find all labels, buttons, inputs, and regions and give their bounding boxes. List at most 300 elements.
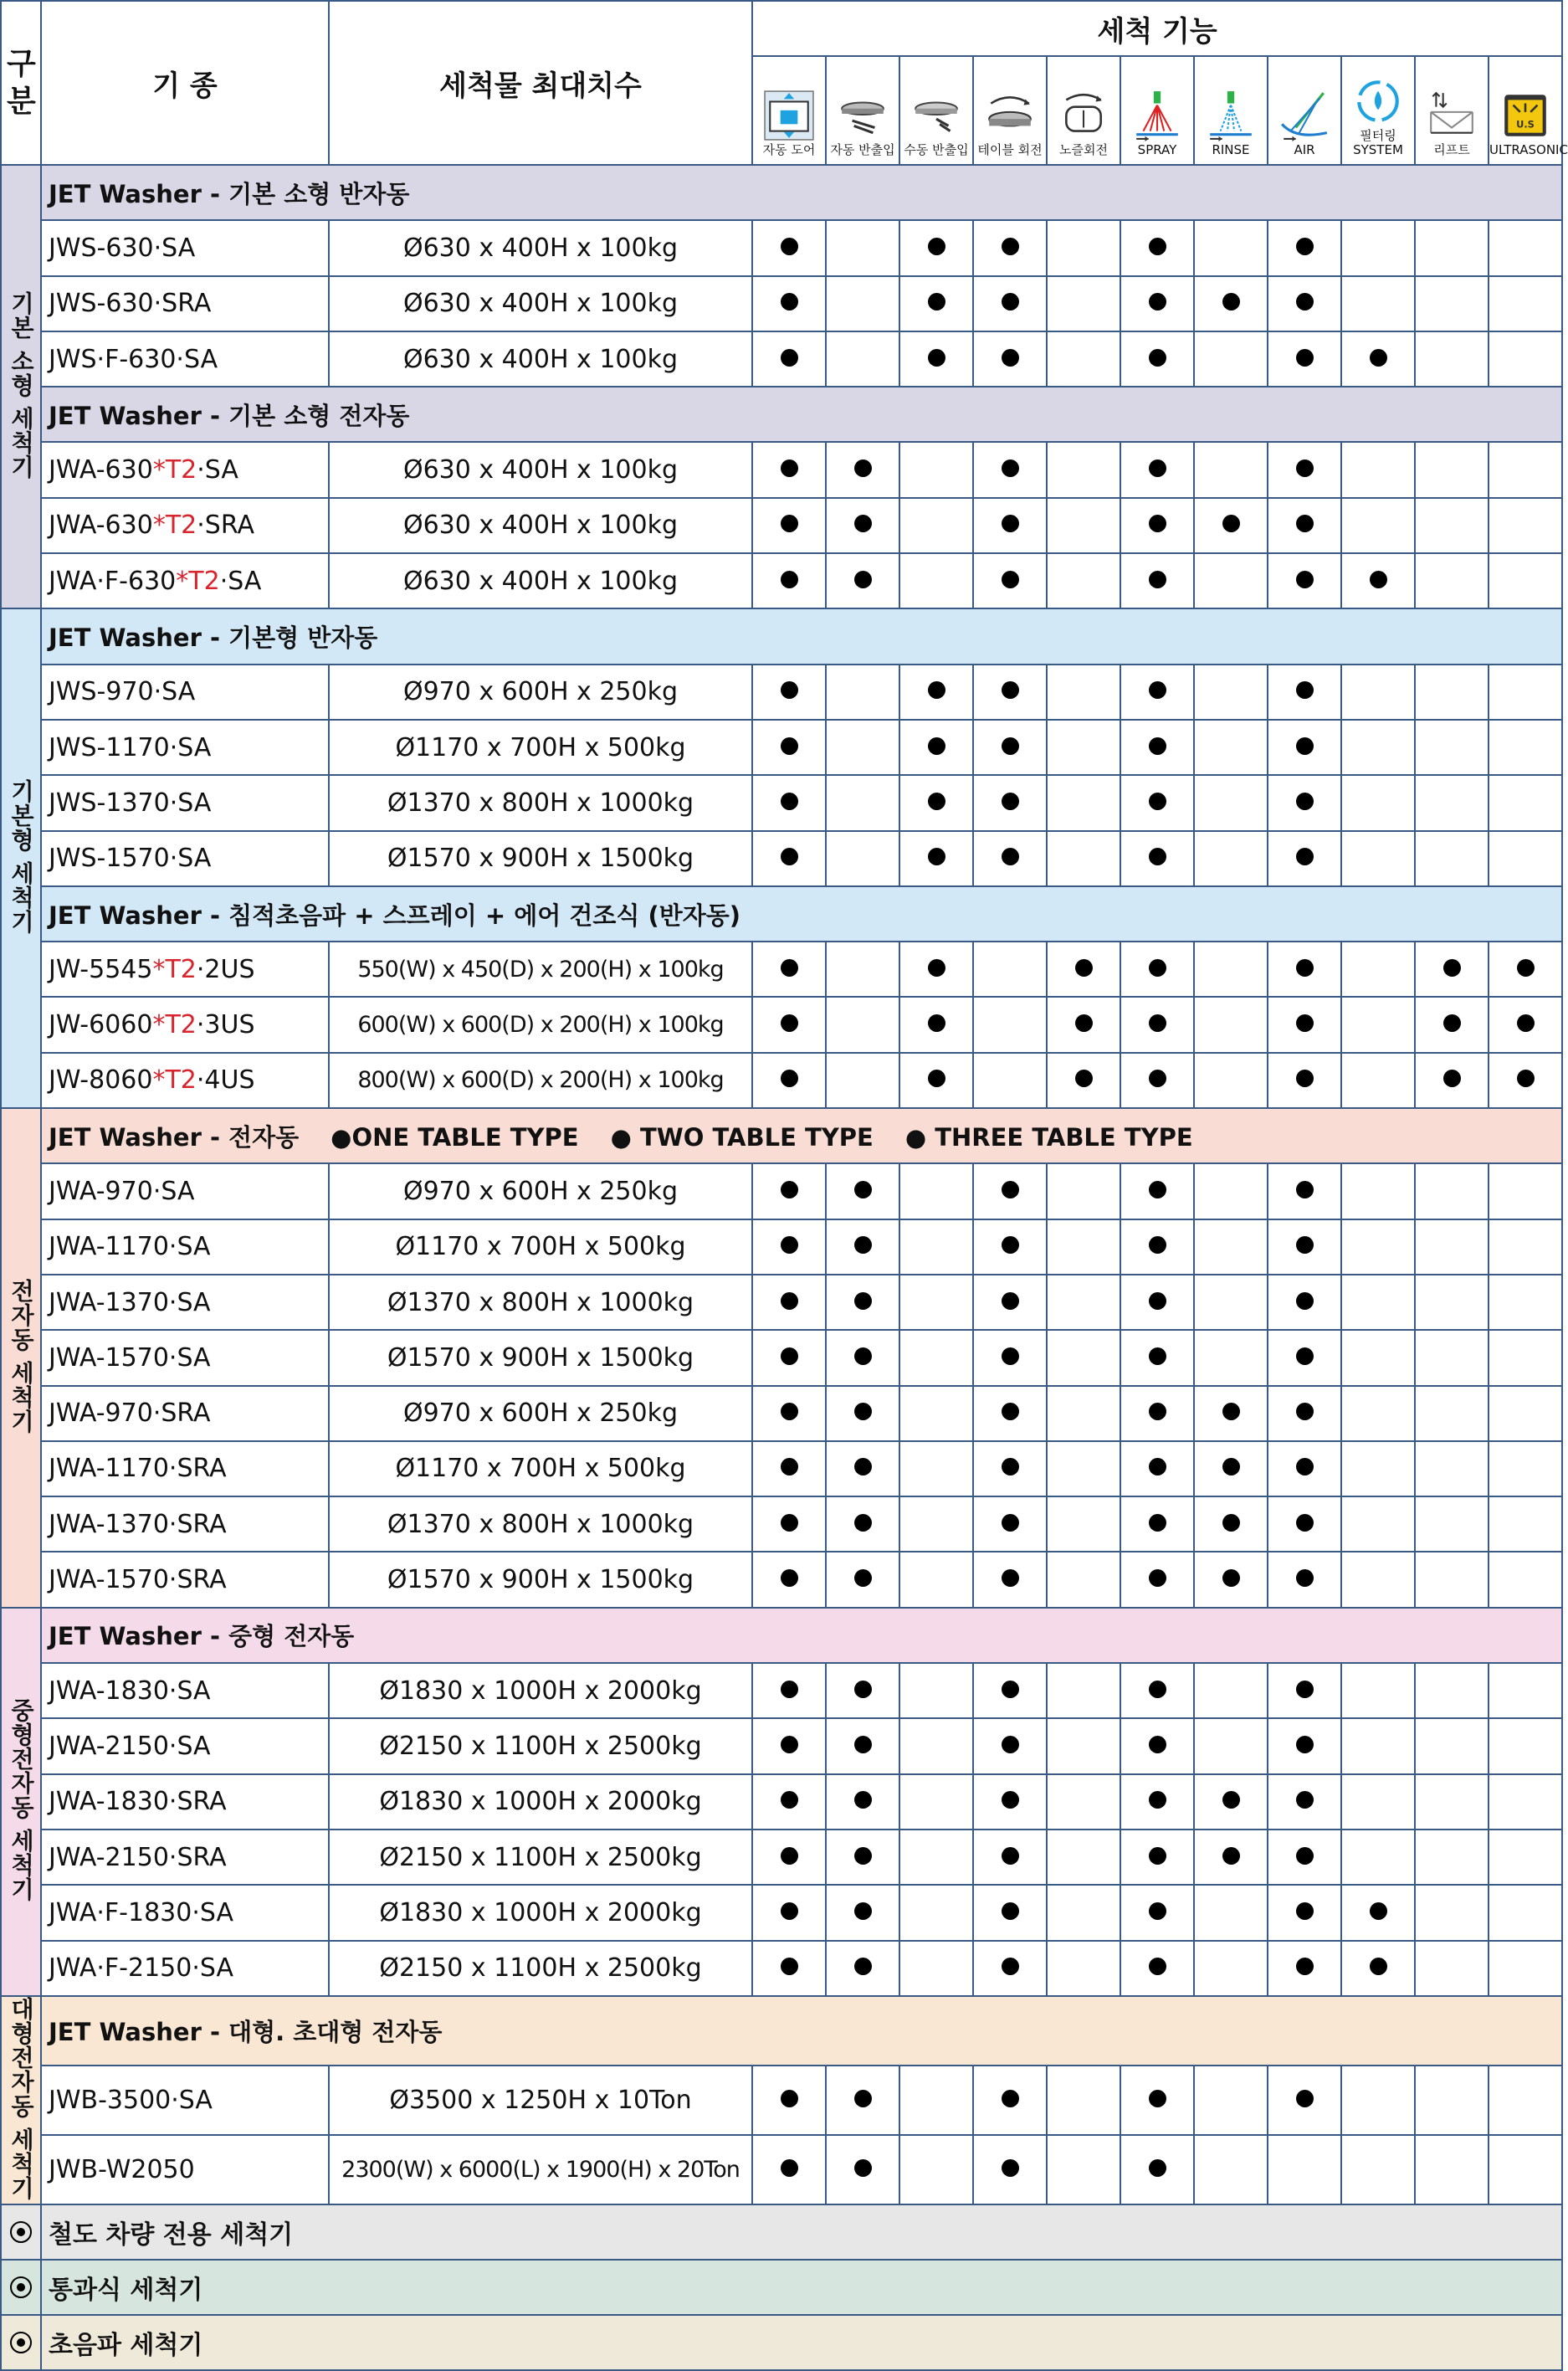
- model-cell: [41, 498, 329, 553]
- model-name-part: JWB-3500·SA: [49, 2085, 213, 2115]
- feature-dot: [1002, 349, 1019, 367]
- feature-cell-air: [1268, 2066, 1341, 2135]
- feature-dot: [1222, 293, 1240, 310]
- feature-cell-rinse: [1194, 553, 1268, 608]
- feature-cell-ultrasonic: [1489, 942, 1562, 997]
- feature-dot: [1296, 1347, 1314, 1365]
- feature-cell-리프트: [1415, 442, 1489, 497]
- feature-cell-spray: [1120, 665, 1194, 720]
- feature-cell-리프트: [1415, 1774, 1489, 1830]
- feature-dot: [1075, 959, 1093, 977]
- feature-cell-rinse: [1194, 276, 1268, 331]
- table-row: [1, 1496, 1562, 1552]
- table-row: [1, 1941, 1562, 1996]
- header-size: 세척물 최대치수: [329, 1, 752, 165]
- table-row: [1, 2135, 1562, 2204]
- feature-cell-리프트: [1415, 1496, 1489, 1552]
- model-cell: [41, 997, 329, 1052]
- model-name-part: JWA-1830·SA: [49, 1676, 211, 1706]
- feature-cell-노즐회전: [1047, 1275, 1120, 1330]
- feature-cell-air: [1268, 1830, 1341, 1885]
- feature-cell-rinse: [1194, 1386, 1268, 1441]
- model-name-part: ·2US: [196, 954, 255, 984]
- feature-dot: [1296, 1236, 1314, 1254]
- feature-dot: [854, 1403, 872, 1420]
- feature-cell-자동-반출입: [826, 1663, 899, 1718]
- feature-cell-테이블-회전: [973, 1552, 1047, 1607]
- feature-cell-ultrasonic: [1489, 1330, 1562, 1385]
- feature-cell-수동-반출입: [899, 498, 973, 553]
- feature-cell-자동-도어: [752, 1163, 826, 1219]
- feature-cell-수동-반출입: [899, 1830, 973, 1885]
- size-cell: Ø630 x 400H x 100kg: [329, 276, 752, 331]
- feature-cell-자동-도어: [752, 942, 826, 997]
- model-name-part: JWA-2150·SRA: [49, 1842, 227, 1872]
- feature-cell-air: [1268, 220, 1341, 275]
- feature-cell-air: [1268, 442, 1341, 497]
- feature-dot: [1002, 1181, 1019, 1198]
- feature-cell-자동-반출입: [826, 2066, 899, 2135]
- feature-cell-테이블-회전: [973, 220, 1047, 275]
- feature-cell-필터링-system: [1341, 1718, 1415, 1773]
- feature-dot: [854, 1847, 872, 1865]
- feature-cell-air: [1268, 2135, 1341, 2204]
- feature-dot: [1002, 737, 1019, 755]
- feature-cell-ultrasonic: [1489, 331, 1562, 387]
- category-label: 대형전자동 세척기: [8, 1996, 35, 2200]
- table-row: [1, 2066, 1562, 2135]
- feature-dot: [1149, 1681, 1166, 1698]
- feature-dot: [1002, 1458, 1019, 1475]
- feature-cell-자동-도어: [752, 997, 826, 1052]
- model-name-part: JWA-1830·SRA: [49, 1787, 227, 1817]
- feature-header-1: [826, 56, 899, 165]
- feature-label: 리프트: [1433, 142, 1470, 157]
- feature-cell-노즐회전: [1047, 831, 1120, 886]
- feature-cell-air: [1268, 831, 1341, 886]
- feature-cell-spray: [1120, 1885, 1194, 1940]
- feature-dot: [928, 959, 945, 977]
- model-cell: [41, 1275, 329, 1330]
- feature-dot: [1075, 1014, 1093, 1032]
- table-row: [1, 720, 1562, 775]
- table-row: [1, 1219, 1562, 1275]
- feature-cell-ultrasonic: [1489, 442, 1562, 497]
- feature-cell-air: [1268, 997, 1341, 1052]
- feature-header-9: [1415, 56, 1489, 165]
- feature-dot: [928, 848, 945, 865]
- feature-dot: [1222, 1514, 1240, 1532]
- feature-cell-ultrasonic: [1489, 1386, 1562, 1441]
- feature-cell-자동-반출입: [826, 1275, 899, 1330]
- feature-cell-수동-반출입: [899, 442, 973, 497]
- feature-dot: [1002, 459, 1019, 477]
- feature-dot: [781, 459, 798, 477]
- feature-dot: [1002, 1791, 1019, 1809]
- feature-dot: [1002, 1736, 1019, 1753]
- feature-cell-spray: [1120, 498, 1194, 553]
- feature-dot: [1149, 349, 1166, 367]
- feature-cell-ultrasonic: [1489, 553, 1562, 608]
- feature-cell-노즐회전: [1047, 775, 1120, 830]
- feature-cell-rinse: [1194, 1663, 1268, 1718]
- feature-cell-자동-도어: [752, 1663, 826, 1718]
- feature-cell-수동-반출입: [899, 775, 973, 830]
- feature-cell-spray: [1120, 1941, 1194, 1996]
- feature-cell-rinse: [1194, 1718, 1268, 1773]
- feature-cell-spray: [1120, 1552, 1194, 1607]
- feature-cell-필터링-system: [1341, 1885, 1415, 1940]
- feature-cell-spray: [1120, 276, 1194, 331]
- feature-cell-spray: [1120, 553, 1194, 608]
- feature-cell-자동-도어: [752, 1386, 826, 1441]
- header-gubun-label: 구 분: [7, 47, 36, 119]
- feature-cell-rinse: [1194, 1885, 1268, 1940]
- feature-cell-자동-반출입: [826, 1830, 899, 1885]
- feature-cell-air: [1268, 1496, 1341, 1552]
- feature-cell-ultrasonic: [1489, 1552, 1562, 1607]
- nozzle-rotate-icon: [1048, 90, 1120, 141]
- feature-cell-air: [1268, 1552, 1341, 1607]
- feature-dot: [781, 1181, 798, 1198]
- feature-cell-air: [1268, 665, 1341, 720]
- size-cell: Ø630 x 400H x 100kg: [329, 442, 752, 497]
- feature-cell-테이블-회전: [973, 942, 1047, 997]
- feature-cell-수동-반출입: [899, 1053, 973, 1108]
- feature-dot: [928, 681, 945, 699]
- feature-cell-테이블-회전: [973, 1941, 1047, 1996]
- feature-cell-리프트: [1415, 1163, 1489, 1219]
- feature-cell-rinse: [1194, 775, 1268, 830]
- feature-dot: [854, 1347, 872, 1365]
- feature-cell-필터링-system: [1341, 831, 1415, 886]
- lift-icon: [1416, 90, 1488, 141]
- category-label: 전자동 세척기: [8, 1279, 35, 1434]
- section-row: [1, 1996, 1562, 2066]
- feature-dot: [1370, 571, 1387, 588]
- model-name-part: ·SA: [197, 455, 238, 485]
- section-header: [41, 165, 1562, 220]
- feature-cell-자동-도어: [752, 1885, 826, 1940]
- feature-dot: [781, 1791, 798, 1809]
- header-row-top: [1, 1, 1562, 56]
- table-row: [1, 442, 1562, 497]
- feature-cell-노즐회전: [1047, 1663, 1120, 1718]
- feature-cell-spray: [1120, 331, 1194, 387]
- table-row: [1, 331, 1562, 387]
- feature-cell-spray: [1120, 775, 1194, 830]
- feature-dot: [1149, 848, 1166, 865]
- feature-cell-자동-도어: [752, 1718, 826, 1773]
- feature-dot: [1149, 1514, 1166, 1532]
- feature-dot: [781, 1070, 798, 1087]
- model-name-part: JWA-970·SA: [49, 1176, 195, 1206]
- feature-dot: [1002, 793, 1019, 810]
- footer-row: [1, 2260, 1562, 2315]
- feature-dot: [1149, 571, 1166, 588]
- feature-dot: [1149, 1791, 1166, 1809]
- table-row: [1, 1774, 1562, 1830]
- table-row: [1, 553, 1562, 608]
- model-name-part: JWS-1570·SA: [49, 844, 212, 874]
- feature-cell-자동-반출입: [826, 498, 899, 553]
- feature-cell-수동-반출입: [899, 1496, 973, 1552]
- feature-label: ULTRASONIC: [1489, 142, 1568, 157]
- feature-cell-자동-반출입: [826, 942, 899, 997]
- category-cell: [1, 1608, 41, 1996]
- model-cell: [41, 1552, 329, 1607]
- feature-label: AIR: [1294, 142, 1315, 157]
- feature-cell-자동-반출입: [826, 1718, 899, 1773]
- feature-dot: [781, 1403, 798, 1420]
- size-cell: Ø1830 x 1000H x 2000kg: [329, 1774, 752, 1830]
- feature-dot: [1222, 1403, 1240, 1420]
- section-title: JET Washer - 기본 소형 반자동: [49, 179, 410, 208]
- feature-cell-테이블-회전: [973, 1885, 1047, 1940]
- category-cell: [1, 1996, 41, 2204]
- feature-cell-자동-도어: [752, 1441, 826, 1496]
- feature-dot: [1002, 238, 1019, 255]
- feature-dot: [854, 1569, 872, 1587]
- header-model: 기 종: [41, 1, 329, 165]
- feature-cell-rinse: [1194, 442, 1268, 497]
- feature-dot: [1002, 1347, 1019, 1365]
- feature-dot: [781, 2090, 798, 2107]
- feature-cell-ultrasonic: [1489, 1663, 1562, 1718]
- model-name-part: JWA·F-630: [49, 566, 177, 596]
- feature-dot: [928, 349, 945, 367]
- feature-header-5: [1120, 56, 1194, 165]
- feature-dot: [1149, 959, 1166, 977]
- model-table-suffix: *T2: [152, 455, 197, 485]
- feature-dot: [1296, 1847, 1314, 1865]
- feature-cell-노즐회전: [1047, 498, 1120, 553]
- model-cell: [41, 1718, 329, 1773]
- feature-cell-필터링-system: [1341, 1053, 1415, 1108]
- feature-dot: [928, 1014, 945, 1032]
- feature-dot: [1443, 1014, 1461, 1032]
- feature-cell-테이블-회전: [973, 1219, 1047, 1275]
- size-cell: Ø1830 x 1000H x 2000kg: [329, 1885, 752, 1940]
- feature-cell-리프트: [1415, 665, 1489, 720]
- feature-cell-자동-도어: [752, 831, 826, 886]
- feature-cell-자동-도어: [752, 553, 826, 608]
- feature-cell-자동-반출입: [826, 553, 899, 608]
- feature-header-10: [1489, 56, 1568, 165]
- feature-dot: [1296, 571, 1314, 588]
- feature-cell-air: [1268, 331, 1341, 387]
- feature-dot: [1002, 1236, 1019, 1254]
- feature-cell-수동-반출입: [899, 220, 973, 275]
- section-title: JET Washer - 중형 전자동: [49, 1622, 355, 1651]
- feature-cell-필터링-system: [1341, 331, 1415, 387]
- feature-dot: [1149, 737, 1166, 755]
- feature-cell-ultrasonic: [1489, 220, 1562, 275]
- feature-cell-필터링-system: [1341, 1941, 1415, 1996]
- feature-dot: [1296, 1736, 1314, 1753]
- feature-cell-수동-반출입: [899, 997, 973, 1052]
- model-name-part: JWA·F-1830·SA: [49, 1897, 234, 1927]
- model-name-part: JWB-W2050: [49, 2154, 195, 2184]
- feature-cell-자동-도어: [752, 2135, 826, 2204]
- feature-dot: [1296, 737, 1314, 755]
- feature-dot: [781, 1458, 798, 1475]
- feature-dot: [854, 1958, 872, 1975]
- feature-cell-spray: [1120, 1663, 1194, 1718]
- feature-dot: [781, 1847, 798, 1865]
- table-row: [1, 276, 1562, 331]
- feature-cell-자동-반출입: [826, 1885, 899, 1940]
- model-name-part: JWS-630·SA: [49, 233, 196, 263]
- manual-load-icon: [900, 90, 972, 141]
- model-name-part: ·3US: [196, 1010, 255, 1040]
- feature-dot: [781, 349, 798, 367]
- feature-cell-테이블-회전: [973, 831, 1047, 886]
- feature-cell-spray: [1120, 1718, 1194, 1773]
- feature-dot: [1296, 959, 1314, 977]
- feature-cell-spray: [1120, 720, 1194, 775]
- feature-cell-자동-반출입: [826, 1441, 899, 1496]
- feature-cell-리프트: [1415, 1941, 1489, 1996]
- feature-cell-spray: [1120, 1275, 1194, 1330]
- feature-dot: [1002, 2090, 1019, 2107]
- feature-dot: [854, 459, 872, 477]
- feature-dot: [781, 293, 798, 310]
- table-row: [1, 942, 1562, 997]
- section-row: [1, 387, 1562, 442]
- feature-label: 자동 도어: [762, 142, 816, 157]
- feature-dot: [1296, 459, 1314, 477]
- feature-cell-노즐회전: [1047, 1496, 1120, 1552]
- ultrasonic-icon: [1489, 90, 1561, 141]
- feature-cell-필터링-system: [1341, 997, 1415, 1052]
- feature-dot: [1075, 1070, 1093, 1087]
- feature-dot: [1443, 1070, 1461, 1087]
- feature-cell-rinse: [1194, 942, 1268, 997]
- table-row: [1, 997, 1562, 1052]
- model-cell: [41, 1330, 329, 1385]
- feature-cell-자동-도어: [752, 498, 826, 553]
- model-name-part: JW-5545: [49, 954, 153, 984]
- feature-header-4: [1047, 56, 1120, 165]
- feature-cell-필터링-system: [1341, 220, 1415, 275]
- feature-cell-수동-반출입: [899, 2135, 973, 2204]
- feature-dot: [1149, 1070, 1166, 1087]
- feature-cell-테이블-회전: [973, 1053, 1047, 1108]
- feature-cell-노즐회전: [1047, 1219, 1120, 1275]
- feature-cell-테이블-회전: [973, 1774, 1047, 1830]
- table-row: [1, 1275, 1562, 1330]
- feature-cell-리프트: [1415, 498, 1489, 553]
- feature-cell-필터링-system: [1341, 1219, 1415, 1275]
- feature-cell-ultrasonic: [1489, 2066, 1562, 2135]
- feature-cell-ultrasonic: [1489, 775, 1562, 830]
- feature-dot: [854, 2159, 872, 2177]
- model-cell: [41, 1053, 329, 1108]
- feature-cell-ultrasonic: [1489, 1830, 1562, 1885]
- feature-cell-테이블-회전: [973, 2135, 1047, 2204]
- feature-dot: [1517, 1014, 1535, 1032]
- feature-label: 필터링 SYSTEM: [1353, 128, 1403, 157]
- model-cell: [41, 1496, 329, 1552]
- feature-dot: [1149, 1236, 1166, 1254]
- feature-dot: [1002, 1403, 1019, 1420]
- size-cell: Ø2150 x 1100H x 2500kg: [329, 1941, 752, 1996]
- size-cell: Ø1570 x 900H x 1500kg: [329, 831, 752, 886]
- feature-dot: [1149, 1292, 1166, 1310]
- feature-cell-수동-반출입: [899, 331, 973, 387]
- model-name-part: JWS-1370·SA: [49, 788, 212, 818]
- size-cell: 600(W) x 600(D) x 200(H) x 100kg: [329, 997, 752, 1052]
- table-row: [1, 1386, 1562, 1441]
- feature-cell-수동-반출입: [899, 942, 973, 997]
- feature-dot: [854, 571, 872, 588]
- feature-cell-테이블-회전: [973, 1330, 1047, 1385]
- air-icon: [1268, 90, 1340, 141]
- table-row: [1, 1663, 1562, 1718]
- feature-dot: [781, 1292, 798, 1310]
- feature-cell-air: [1268, 1663, 1341, 1718]
- feature-header-8: [1341, 56, 1415, 165]
- section-row: [1, 165, 1562, 220]
- model-cell: [41, 1386, 329, 1441]
- feature-cell-자동-반출입: [826, 831, 899, 886]
- section-title: JET Washer - 기본 소형 전자동: [49, 401, 410, 430]
- target-bullet-icon: [1, 2315, 41, 2370]
- feature-cell-리프트: [1415, 997, 1489, 1052]
- feature-dot: [1149, 238, 1166, 255]
- size-cell: Ø970 x 600H x 250kg: [329, 1163, 752, 1219]
- table-row: [1, 1053, 1562, 1108]
- feature-cell-spray: [1120, 442, 1194, 497]
- target-bullet-icon: [1, 2204, 41, 2260]
- feature-cell-수동-반출입: [899, 831, 973, 886]
- model-cell: [41, 331, 329, 387]
- table-type-option: ● TWO TABLE TYPE: [610, 1122, 874, 1152]
- feature-header-2: [899, 56, 973, 165]
- feature-header-0: [752, 56, 826, 165]
- feature-cell-테이블-회전: [973, 1718, 1047, 1773]
- feature-cell-리프트: [1415, 2135, 1489, 2204]
- model-name-part: ·4US: [196, 1065, 255, 1096]
- feature-cell-ultrasonic: [1489, 997, 1562, 1052]
- feature-dot: [854, 1292, 872, 1310]
- feature-cell-필터링-system: [1341, 1386, 1415, 1441]
- feature-dot: [1149, 1403, 1166, 1420]
- model-name-part: JWA-630: [49, 455, 153, 485]
- feature-cell-자동-반출입: [826, 665, 899, 720]
- feature-cell-수동-반출입: [899, 1330, 973, 1385]
- feature-dot: [1296, 1902, 1314, 1920]
- feature-cell-필터링-system: [1341, 1441, 1415, 1496]
- feature-cell-ultrasonic: [1489, 831, 1562, 886]
- feature-cell-노즐회전: [1047, 331, 1120, 387]
- section-title: JET Washer - 전자동: [49, 1122, 300, 1152]
- feature-cell-수동-반출입: [899, 1941, 973, 1996]
- feature-cell-air: [1268, 775, 1341, 830]
- feature-cell-rinse: [1194, 1830, 1268, 1885]
- feature-cell-ultrasonic: [1489, 2135, 1562, 2204]
- spray-icon: [1121, 90, 1193, 141]
- feature-dot: [781, 793, 798, 810]
- feature-label: 테이블 회전: [977, 142, 1043, 157]
- feature-cell-ultrasonic: [1489, 1441, 1562, 1496]
- feature-cell-테이블-회전: [973, 442, 1047, 497]
- feature-cell-air: [1268, 1941, 1341, 1996]
- feature-dot: [1296, 1569, 1314, 1587]
- feature-cell-air: [1268, 1885, 1341, 1940]
- table-row: [1, 665, 1562, 720]
